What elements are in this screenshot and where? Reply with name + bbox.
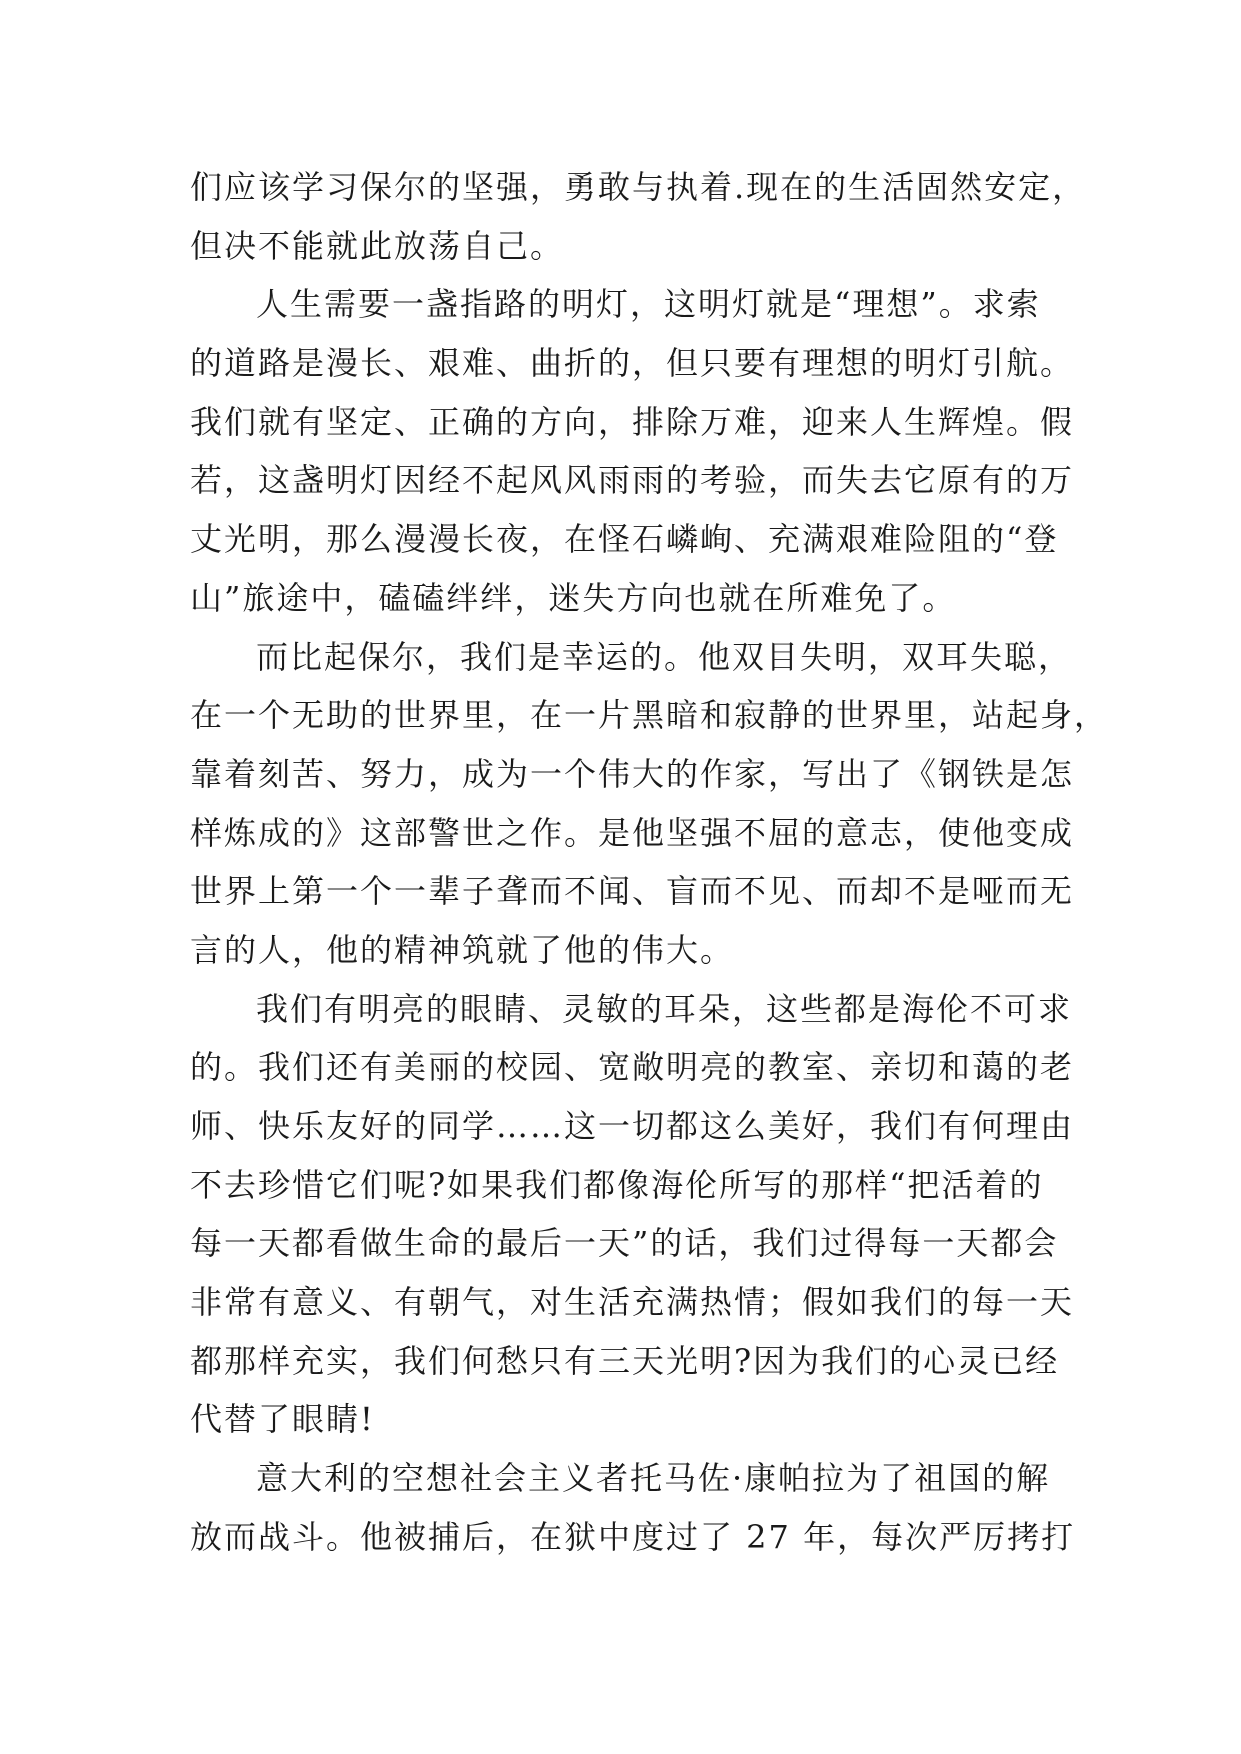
paragraph-start-line: 意大利的空想社会主义者托马佐·康帕拉为了祖国的解: [256, 1459, 1051, 1498]
text-line: 世界上第一个一辈子聋而不闻、盲而不见、而却不是哑而无: [190, 872, 1075, 911]
text-line: 若，这盏明灯因经不起风风雨雨的考验，而失去它原有的万: [190, 461, 1075, 500]
paragraph-start-line: 我们有明亮的眼睛、灵敏的耳朵，这些都是海伦不可求: [256, 989, 1073, 1028]
text-line: 但决不能就此放荡自己。: [190, 226, 565, 265]
text-line: 在一个无助的世界里，在一片黑暗和寂静的世界里，站起身，: [190, 696, 1109, 735]
paragraph-start-line: 而比起保尔，我们是幸运的。他双目失明，双耳失聪，: [256, 637, 1073, 676]
text-line: 靠着刻苦、努力，成为一个伟大的作家，写出了《钢铁是怎: [190, 754, 1075, 793]
text-line: 代替了眼睛!: [190, 1400, 375, 1439]
text-line: 非常有意义、有朝气，对生活充满热情；假如我们的每一天: [190, 1283, 1075, 1322]
text-line: 的道路是漫长、艰难、曲折的，但只要有理想的明灯引航。: [190, 344, 1075, 383]
body-text: [190, 158, 1109, 1567]
text-line: 的。我们还有美丽的校园、宽敞明亮的教室、亲切和蔼的老: [190, 1048, 1075, 1087]
text-line: 山”旅途中，磕磕绊绊，迷失方向也就在所难免了。: [190, 578, 957, 617]
text-line: 言的人，他的精神筑就了他的伟大。: [190, 930, 735, 969]
text-line: 不去珍惜它们呢?如果我们都像海伦所写的那样“把活着的: [190, 1165, 1044, 1204]
text-line: 样炼成的》这部警世之作。是他坚强不屈的意志，使他变成: [190, 813, 1075, 852]
paragraph-start-line: 人生需要一盏指路的明灯，这明灯就是“理想”。求索: [256, 285, 1041, 324]
text-line: 放而战斗。他被捕后，在狱中度过了 27 年，每次严厉拷打: [190, 1517, 1076, 1556]
text-line: 丈光明，那么漫漫长夜，在怪石嶙峋、充满艰难险阻的“登: [190, 520, 1059, 559]
text-line: 我们就有坚定、正确的方向，排除万难，迎来人生辉煌。假: [190, 402, 1075, 441]
text-line: 师、快乐友好的同学……这一切都这么美好，我们有何理由: [190, 1107, 1075, 1145]
text-line: 每一天都看做生命的最后一天”的话，我们过得每一天都会: [190, 1224, 1059, 1263]
text-line: 都那样充实，我们何愁只有三天光明?因为我们的心灵已经: [190, 1341, 1060, 1380]
text-line: 们应该学习保尔的坚强，勇敢与执着.现在的生活固然安定，: [190, 168, 1087, 206]
